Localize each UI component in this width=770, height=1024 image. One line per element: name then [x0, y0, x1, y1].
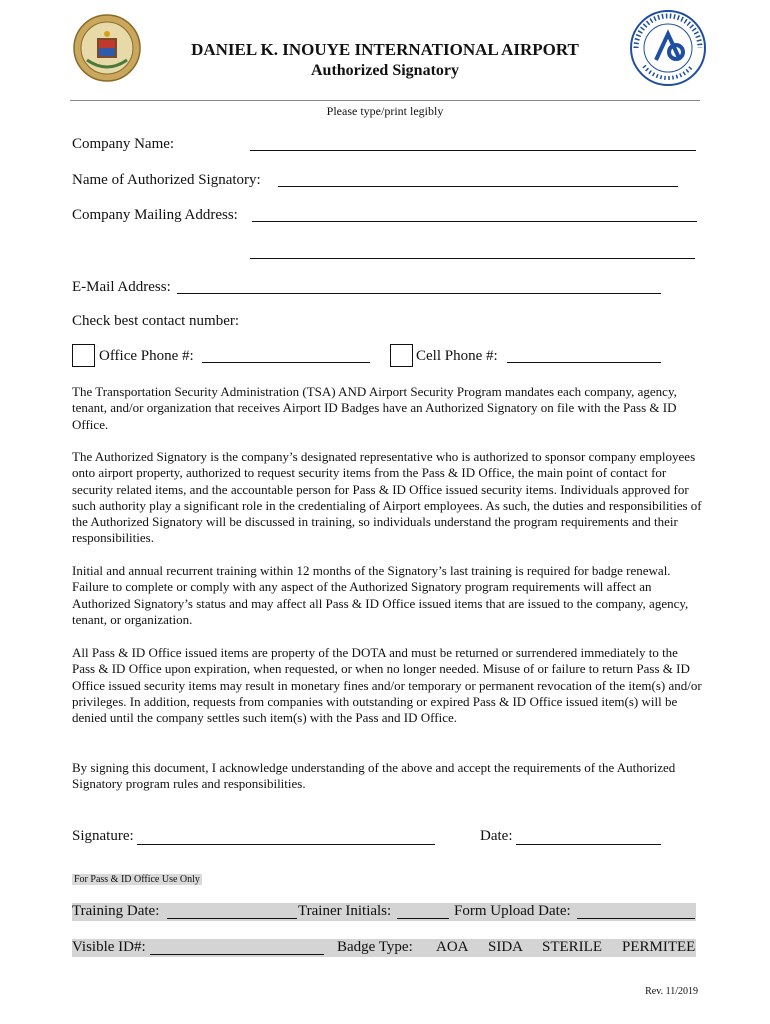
paragraph-property: All Pass & ID Office issued items are property of the DOTA and must be returned or surrendered immediately to the Pass & ID Office upon expiration, when requested, or when no longer needed. Misuse of or failure to return Pass & ID Office issued security items may result in monetary fines and/or temporary or permanent revocation of the item(s) and/or privileges. In addition, requests from companies with outstanding or expired Pass & ID Office issued item(s) will be denied until the company settles such item(s) with the Pass and ID Office. [72, 645, 702, 726]
signatory-name-field[interactable] [278, 186, 678, 187]
contact-prompt: Check best contact number: [72, 313, 240, 329]
date-field[interactable] [516, 844, 661, 845]
office-phone-field[interactable] [202, 362, 370, 363]
office-phone-checkbox[interactable] [72, 344, 95, 367]
email-field[interactable] [177, 293, 661, 294]
mailing-address-field[interactable] [252, 221, 697, 222]
paragraph-tsa: The Transportation Security Administration (TSA) AND Airport Security Program mandates each company, agency, tenant, and/or organization that receives Airport ID Badges have an Authorized Signatory on file with the Pass & ID Office. [72, 384, 677, 432]
signatory-name-label: Name of Authorized Signatory: [72, 172, 261, 188]
visible-id-label: Visible ID#: [72, 939, 146, 955]
badge-option-sterile[interactable]: STERILE [542, 939, 602, 955]
badge-option-aoa[interactable]: AOA [436, 939, 469, 955]
email-label: E-Mail Address: [72, 279, 171, 295]
trainer-initials-field[interactable] [397, 918, 449, 919]
badge-option-permitee[interactable]: PERMITEE [622, 939, 696, 955]
revision-note: Rev. 11/2019 [645, 986, 698, 997]
badge-option-sida[interactable]: SIDA [488, 939, 524, 955]
form-upload-date-label: Form Upload Date: [454, 903, 571, 919]
page-subtitle: Authorized Signatory [311, 62, 459, 79]
training-date-label: Training Date: [72, 903, 160, 919]
visible-id-field[interactable] [150, 954, 324, 955]
paragraph-acknowledgement: By signing this document, I acknowledge understanding of the above and accept the requirements of the Authorized Signatory program rules and responsibilities. [72, 760, 676, 792]
page-title: DANIEL K. INOUYE INTERNATIONAL AIRPORT [191, 40, 579, 59]
cell-phone-label: Cell Phone #: [416, 348, 498, 364]
cell-phone-checkbox[interactable] [390, 344, 413, 367]
mailing-address-field-line2[interactable] [250, 258, 695, 259]
date-label: Date: [480, 828, 513, 844]
signature-field[interactable] [137, 844, 435, 845]
office-phone-label: Office Phone #: [99, 348, 194, 364]
badge-type-label: Badge Type: [337, 939, 413, 955]
paragraph-definition: The Authorized Signatory is the company’s designated representative who is authorized to sponsor company employees onto airport property, authorized to request security items from the Pass & ID Office, the main point of contact for security related items, and the accountable person for Pass & ID Office issued security items. Individuals approved for such authority play a significant role in the credentialing of Airport employees. As such, the duties and responsibilities of the Authorized Signatory will be discussed in training, so individuals understand the program requirements and their responsibilities. [72, 449, 702, 546]
form-upload-date-field[interactable] [577, 918, 695, 919]
paragraph-training: Initial and annual recurrent training within 12 months of the Signatory’s last training is required for badge renewal. Failure to complete or comply with any aspect of the Authorized Signatory program requirements will affect an Authorized Signatory’s status and may affect all Pass & ID Office issued items that are issued to the company, agency, tenant, or organization. [72, 563, 689, 627]
header-divider [70, 100, 700, 101]
trainer-initials-label: Trainer Initials: [298, 903, 392, 919]
company-name-field[interactable] [250, 150, 696, 151]
mailing-address-label: Company Mailing Address: [72, 207, 238, 223]
training-date-field[interactable] [167, 918, 297, 919]
company-name-label: Company Name: [72, 136, 175, 152]
instruction-note: Please type/print legibly [326, 104, 444, 118]
signature-label: Signature: [72, 828, 134, 844]
office-use-heading: For Pass & ID Office Use Only [74, 874, 200, 885]
cell-phone-field[interactable] [507, 362, 661, 363]
